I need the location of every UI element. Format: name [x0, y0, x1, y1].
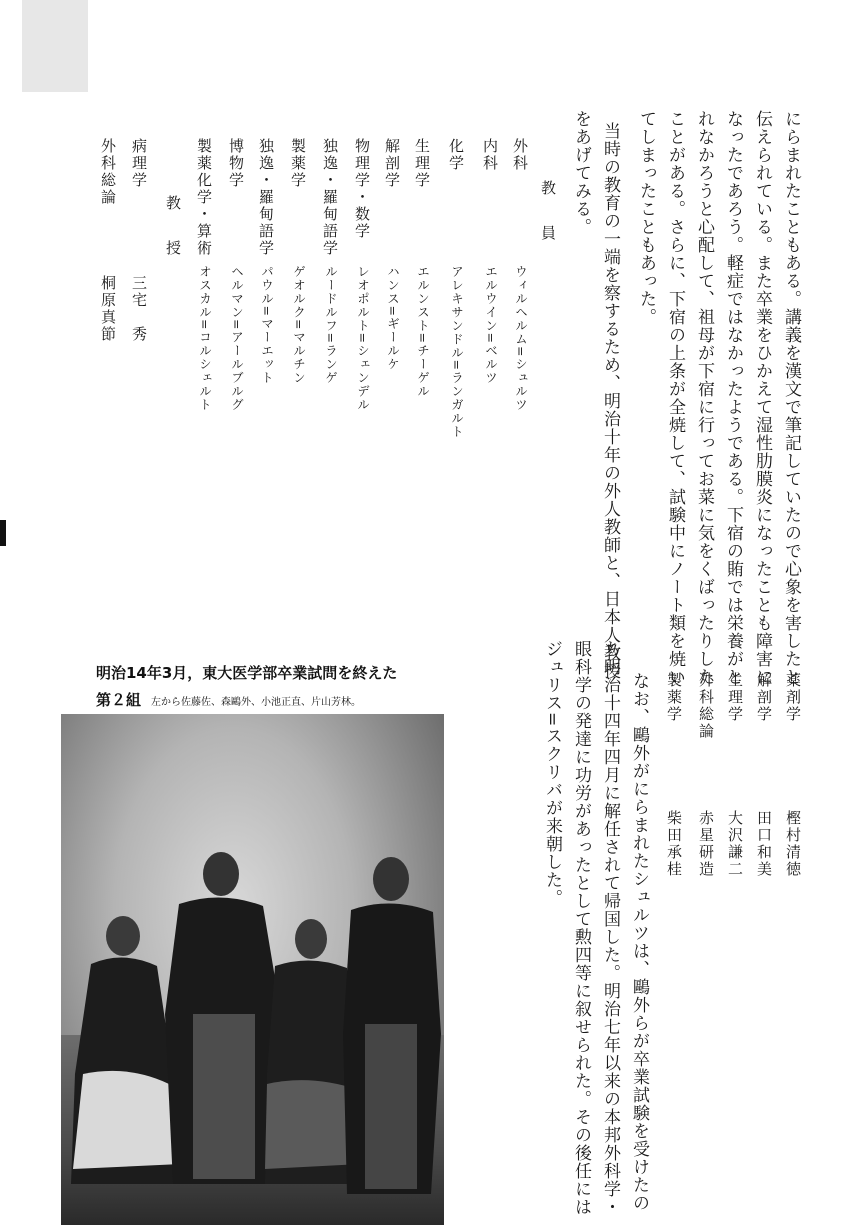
subject-cell: 外科	[511, 138, 529, 172]
subject-cell: 薬剤学	[784, 672, 802, 723]
photo-caption-detail: 左から佐藤佐、森鷗外、小池正直、片山芳林。	[151, 697, 362, 708]
subject-cell: 生理学	[726, 672, 744, 723]
professor-name-cell: 樫村清徳	[784, 810, 802, 878]
teacher-name-cell: ウィルヘルム=シュルツ	[513, 265, 529, 412]
professor-name-cell: 赤星研造	[697, 810, 715, 878]
body-column: なお、鷗外がにらまれたシュルツは、鷗外らが卒業試験を受けたの	[629, 672, 649, 1212]
teachers-heading: 教員	[539, 180, 557, 270]
subject-cell: 独逸・羅甸語学	[321, 138, 339, 257]
subject-cell: 博物学	[227, 138, 245, 189]
scan-edge-mark	[0, 520, 6, 546]
body-column: てしまったこともあった。	[636, 110, 656, 326]
photo-caption-title: 明治14年3月，東大医学部卒業試問を終えた	[96, 664, 398, 682]
subject-cell: 独逸・羅甸語学	[257, 138, 275, 257]
teacher-name-cell: アレキサンドル=ランガルト	[449, 265, 465, 439]
body-column: ち明治十四年四月に解任されて帰国した。明治七年以来の本邦外科学・	[600, 640, 620, 1216]
subject-cell: 製薬化学・算術	[195, 138, 213, 257]
teacher-name-cell: レオポルト=シェンデル	[355, 265, 371, 412]
professor-name-cell: 柴田承桂	[665, 810, 683, 878]
teacher-name-cell: ハンス=ギールケ	[385, 265, 401, 371]
body-column: ことがある。さらに、下宿の上条が全焼して、試験中にノート類を焼い	[665, 110, 685, 686]
photo-person	[343, 857, 441, 1194]
teacher-name-cell: パウル=マーエット	[259, 265, 275, 385]
professor-name-cell: 田口和美	[755, 810, 773, 878]
subject-cell: 病理学	[130, 138, 148, 189]
teacher-name-cell: ルードルフ=ランゲ	[323, 265, 339, 385]
subject-cell: 化学	[447, 138, 465, 172]
photo-person	[165, 852, 281, 1184]
teacher-name-cell: オスカル=コルシェルト	[197, 265, 213, 412]
photo-person	[71, 916, 181, 1184]
body-column: 当時の教育の一端を察するため、明治十年の外人教師と、日本人教授	[600, 122, 620, 680]
body-column: にらまれたこともある。講義を漢文で筆記していたので心象を害したと	[781, 110, 801, 686]
body-column: をあげてみる。	[571, 110, 591, 236]
professor-name-cell: 大沢謙二	[726, 810, 744, 878]
subject-cell: 内科	[481, 138, 499, 172]
subject-cell: 解剖学	[383, 138, 401, 189]
body-column: ジュリス=スクリバが来朝した。	[542, 640, 562, 908]
photo-caption-group: 第２組	[96, 691, 142, 709]
body-column: 伝えられている。また卒業をひかえて湿性肋膜炎になったことも障害に	[752, 110, 772, 686]
professor-name-cell: 三宅 秀	[130, 275, 148, 343]
scan-corner-mark	[22, 0, 88, 92]
professors-heading: 教授	[164, 195, 182, 285]
subject-cell: 物理学・数学	[353, 138, 371, 240]
teacher-name-cell: ゲオルク=マルチン	[291, 265, 307, 385]
body-column: れなかろうと心配して、祖母が下宿に行ってお菜に気をくばったりした	[694, 110, 714, 686]
subject-cell: 外科総論	[99, 138, 117, 206]
subject-cell: 解剖学	[755, 672, 773, 723]
subject-cell: 製薬学	[665, 672, 683, 723]
subject-cell: 生理学	[413, 138, 431, 189]
photo-figures	[61, 714, 444, 1225]
body-column: なったであろう。軽症ではなかったようである。下宿の賄では栄養がと	[723, 110, 743, 686]
subject-cell: 製薬学	[289, 138, 307, 189]
professor-name-cell: 桐原真節	[99, 275, 117, 343]
teacher-name-cell: エルンスト=チーゲル	[415, 265, 431, 398]
subject-cell: 外科総論	[697, 672, 715, 740]
body-column: 眼科学の発達に功労があったとして勲四等に叙せられた。その後任には	[571, 640, 591, 1216]
teacher-name-cell: ヘルマン=アールブルグ	[229, 265, 245, 412]
teacher-name-cell: エルウイン=ベルツ	[483, 265, 499, 385]
photo-caption-subtitle	[96, 689, 361, 710]
group-photograph	[61, 714, 444, 1225]
